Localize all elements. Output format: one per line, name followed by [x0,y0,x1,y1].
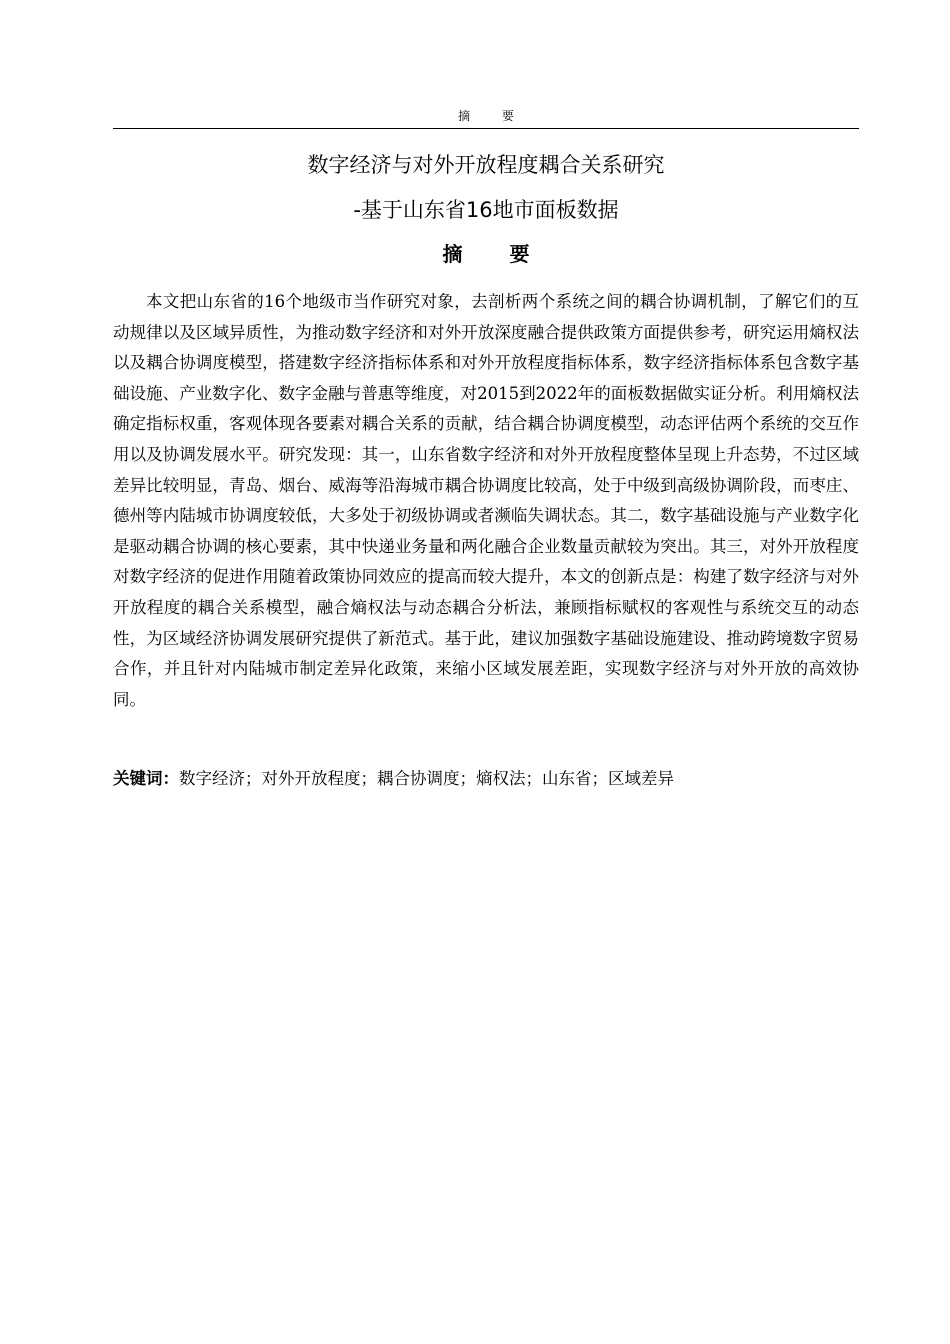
abstract-paragraph: 本文把山东省的16个地级市当作研究对象，去剖析两个系统之间的耦合协调机制，了解它们的互动规律以及区域异质性，为推动数字经济和对外开放深度融合提供政策方面提供参考，研究运用熵权法以及耦合协调度模型，搭建数字经济指标体系和对外开放程度指标体系，数字经济指标体系包含数字基础设施、产业数字化、数字金融与普惠等维度，对2015到2022年的面板数据做实证分析。利用熵权法确定指标权重，客观体现各要素对耦合关系的贡献，结合耦合协调度模型，动态评估两个系统的交互作用以及协调发展水平。研究发现：其一，山东省数字经济和对外开放程度整体呈现上升态势，不过区域差异比较明显，青岛、烟台、威海等沿海城市耦合协调度比较高，处于中级到高级协调阶段，而枣庄、德州等内陆城市协调度较低，大多处于初级协调或者濒临失调状态。其二，数字基础设施与产业数字化是驱动耦合协调的核心要素，其中快递业务量和两化融合企业数量贡献较为突出。其三，对外开放程度对数字经济的促进作用随着政策协同效应的提高而较大提升，本文的创新点是：构建了数字经济与对外开放程度的耦合关系模型，融合熵权法与动态耦合分析法，兼顾指标赋权的客观性与系统交互的动态性，为区域经济协调发展研究提供了新范式。基于此，建议加强数字基础设施建设、推动跨境数字贸易合作，并且针对内陆城市制定差异化政策，来缩小区域发展差距，实现数字经济与对外开放的高效协同。 [113,292,859,709]
document-subtitle: -基于山东省16地市面板数据 [353,198,619,222]
running-header: 摘 要 [458,109,528,123]
keywords-label: 关键词： [113,769,179,788]
header-rule [113,128,859,129]
abstract-heading: 摘 要 [442,242,550,266]
keywords-list: 数字经济；对外开放程度；耦合协调度；熵权法；山东省；区域差异 [179,769,674,788]
document-title: 数字经济与对外开放程度耦合关系研究 [307,153,665,177]
keywords-line [113,765,859,793]
